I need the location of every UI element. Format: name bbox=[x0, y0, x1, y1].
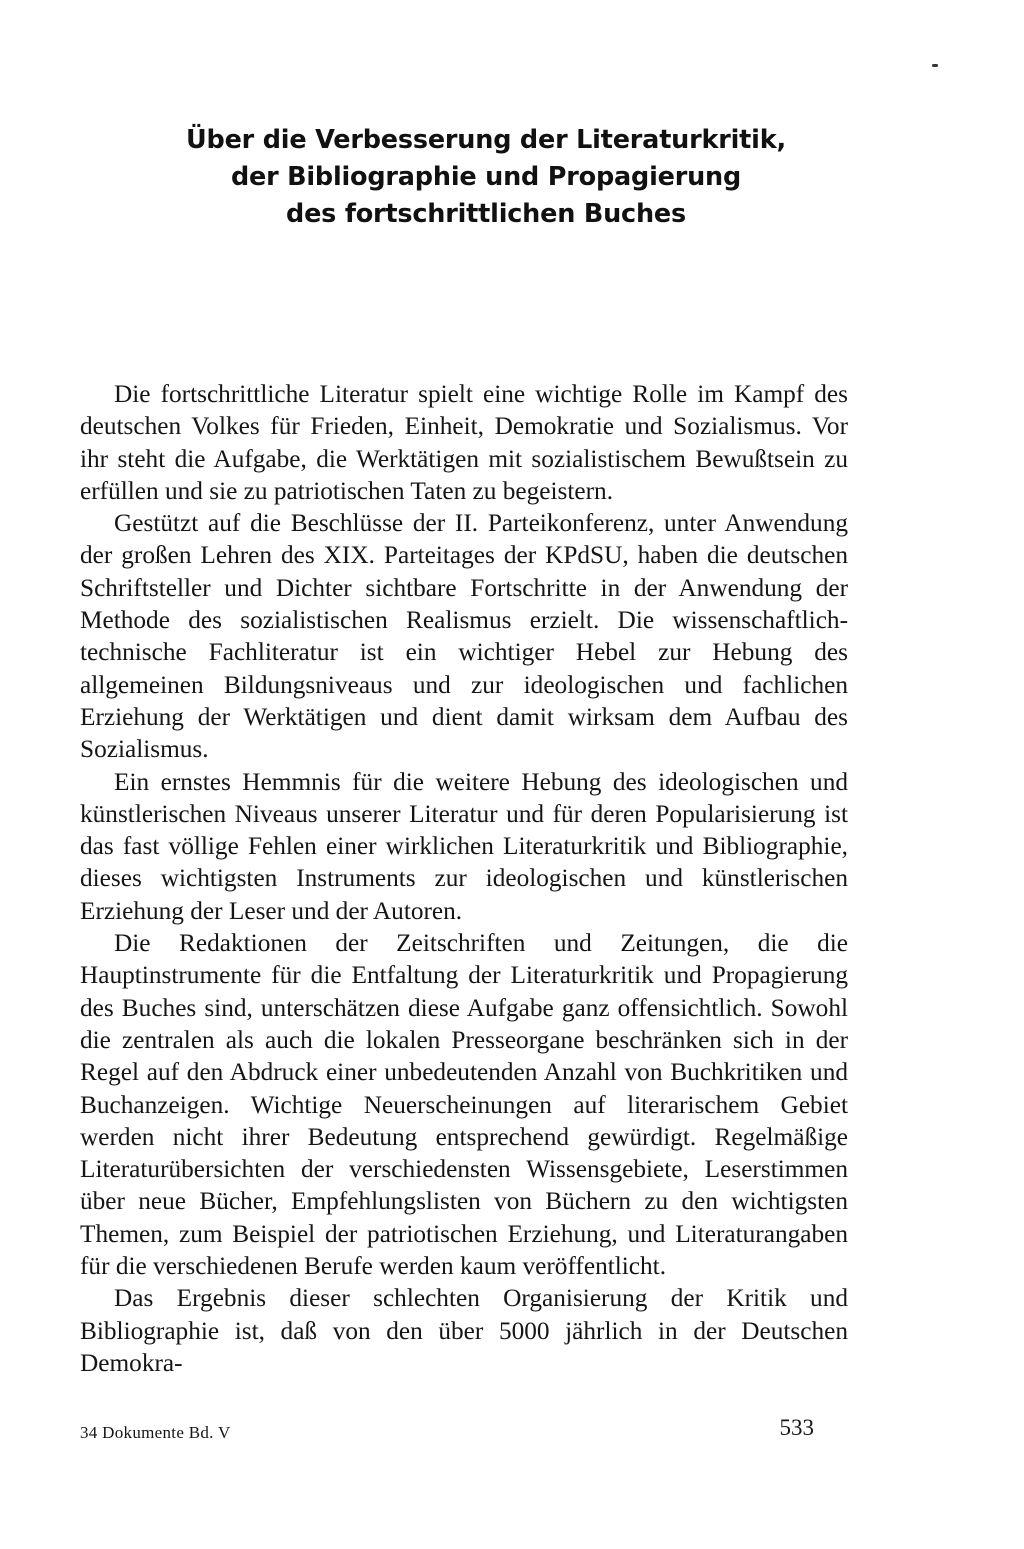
page-number: 533 bbox=[779, 1415, 814, 1440]
document-body bbox=[80, 378, 848, 1379]
paragraph: Ein ernstes Hemmnis für die weitere Hebung des ideologischen und künstlerischen Niveaus unserer Literatur und für deren Popularisierung ist das fast völlige Fehlen einer wirklichen Literaturkritik und Bibliographie, dieses wichtigsten Instruments zur ideologischen und künstlerischen Erziehung der Leser und der Autoren. bbox=[80, 767, 848, 925]
print-speck bbox=[932, 64, 938, 67]
title-line: der Bibliographie und Propagierung bbox=[230, 162, 742, 192]
signature-mark: 34 Dokumente Bd. V bbox=[80, 1423, 231, 1442]
paragraph: Die fortschrittliche Literatur spielt eine wichtige Rolle im Kampf des deutschen Volkes für Frieden, Einheit, Demokratie und Sozialismus. Vor ihr steht die Aufgabe, die Werktätigen mit sozialistischem Bewußtsein zu erfüllen und sie zu patriotischen Taten zu begeistern. bbox=[80, 380, 848, 505]
paragraph: Gestützt auf die Beschlüsse der II. Parteikonferenz, unter Anwendung der großen Lehren des XIX. Parteitages der KPdSU, haben die deutschen Schriftsteller und Dichter sichtbare Fortschritte in der Anwendung der Methode des sozialistischen Realismus erzielt. Die wissenschaftlich-technische Fachliteratur ist ein wichtiger Hebel zur Hebung des allgemeinen Bildungsniveaus und zur ideologischen und fachlichen Erziehung der Werktätigen und dient damit wirksam dem Aufbau des Sozialismus. bbox=[80, 509, 848, 764]
title-line: des fortschrittlichen Buches bbox=[286, 199, 686, 229]
page-footer bbox=[80, 1415, 848, 1445]
paragraph: Das Ergebnis dieser schlechten Organisierung der Kritik und Bibliographie ist, daß von den über 5000 jährlich in der Deutschen Demokra- bbox=[80, 1284, 848, 1377]
paragraph: Die Redaktionen der Zeitschriften und Zeitungen, die die Hauptinstrumente für die Entfaltung der Literaturkritik und Propagierung des Buches sind, unterschätzen diese Aufgabe ganz offensichtlich. Sowohl die zentralen als auch die lokalen Presseorgane beschränken sich in der Regel auf den Abdruck einer unbedeutenden Anzahl von Buchkritiken und Buchanzeigen. Wichtige Neuerscheinungen auf literarischem Gebiet werden nicht ihrer Bedeutung entsprechend gewürdigt. Regelmäßige Literaturübersichten der verschiedensten Wissensgebiete, Leserstimmen über neue Bücher, Empfehlungslisten von Büchern zu den wichtigsten Themen, zum Beispiel der patriotischen Erziehung, und Literaturangaben für die verschiedenen Berufe werden kaum veröffentlicht. bbox=[80, 929, 848, 1281]
title-line: Über die Verbesserung der Literaturkritik, bbox=[186, 125, 786, 155]
document-title bbox=[100, 122, 872, 233]
